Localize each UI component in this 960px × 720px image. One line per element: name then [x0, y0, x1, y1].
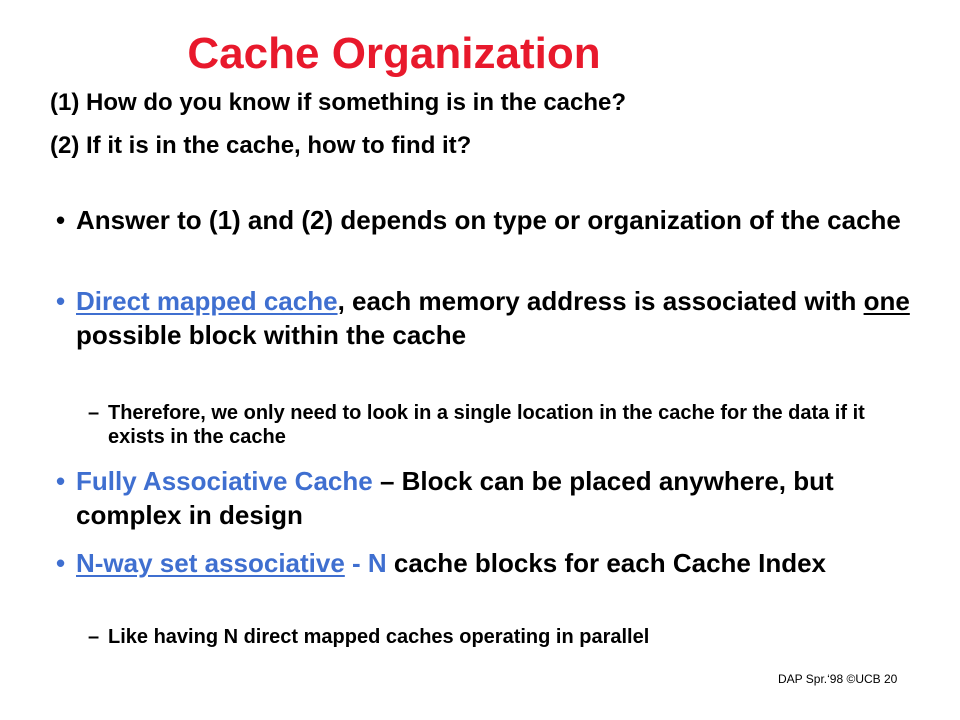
- slide-title: Cache Organization: [187, 29, 601, 78]
- bullet-fully-associative: [56, 464, 916, 532]
- sub-bullet-marker: –: [88, 626, 100, 648]
- question-1: (1) How do you know if something is in the cache?: [50, 89, 627, 116]
- bullet-n-way-text: [76, 546, 916, 580]
- direct-mapped-emphasis: one: [863, 286, 910, 316]
- n-way-separator: - N: [344, 548, 387, 578]
- sub-bullet-n-way: [88, 625, 868, 649]
- bullet-direct-mapped-text: [76, 284, 916, 352]
- bullet-fully-associative-text: [76, 464, 916, 532]
- bullet-marker: •: [56, 205, 66, 235]
- fully-associative-term: Fully Associative Cache: [76, 466, 373, 496]
- sub-bullet-n-way-text: Like having N direct mapped caches operating in parallel: [108, 626, 650, 648]
- bullet-n-way: [56, 546, 916, 580]
- sub-bullet-marker: –: [88, 402, 100, 424]
- bullet-marker: •: [56, 286, 66, 316]
- n-way-rest: cache blocks for each Cache Index: [386, 548, 826, 578]
- bullet-marker: •: [56, 548, 66, 578]
- direct-mapped-text-after: possible block within the cache: [76, 320, 467, 350]
- direct-mapped-cache-link[interactable]: Direct mapped cache: [76, 286, 338, 316]
- n-way-set-associative-link[interactable]: N-way set associative: [76, 548, 345, 578]
- slide-footer: DAP Spr.‘98 ©UCB 20: [778, 672, 898, 686]
- bullet-answer: [56, 203, 916, 237]
- fully-associative-rest: – Block can be placed anywhere, but complex in design: [76, 466, 834, 530]
- direct-mapped-text-before: , each memory address is associated with: [337, 286, 864, 316]
- sub-bullet-direct-mapped-text: Therefore, we only need to look in a single location in the cache for the data if it exists in the cache: [108, 402, 865, 448]
- sub-bullet-direct-mapped: [88, 401, 868, 449]
- bullet-direct-mapped: [56, 284, 916, 352]
- bullet-marker: •: [56, 466, 66, 496]
- question-2: (2) If it is in the cache, how to find it?: [50, 132, 472, 159]
- bullet-answer-text: Answer to (1) and (2) depends on type or organization of the cache: [76, 205, 901, 235]
